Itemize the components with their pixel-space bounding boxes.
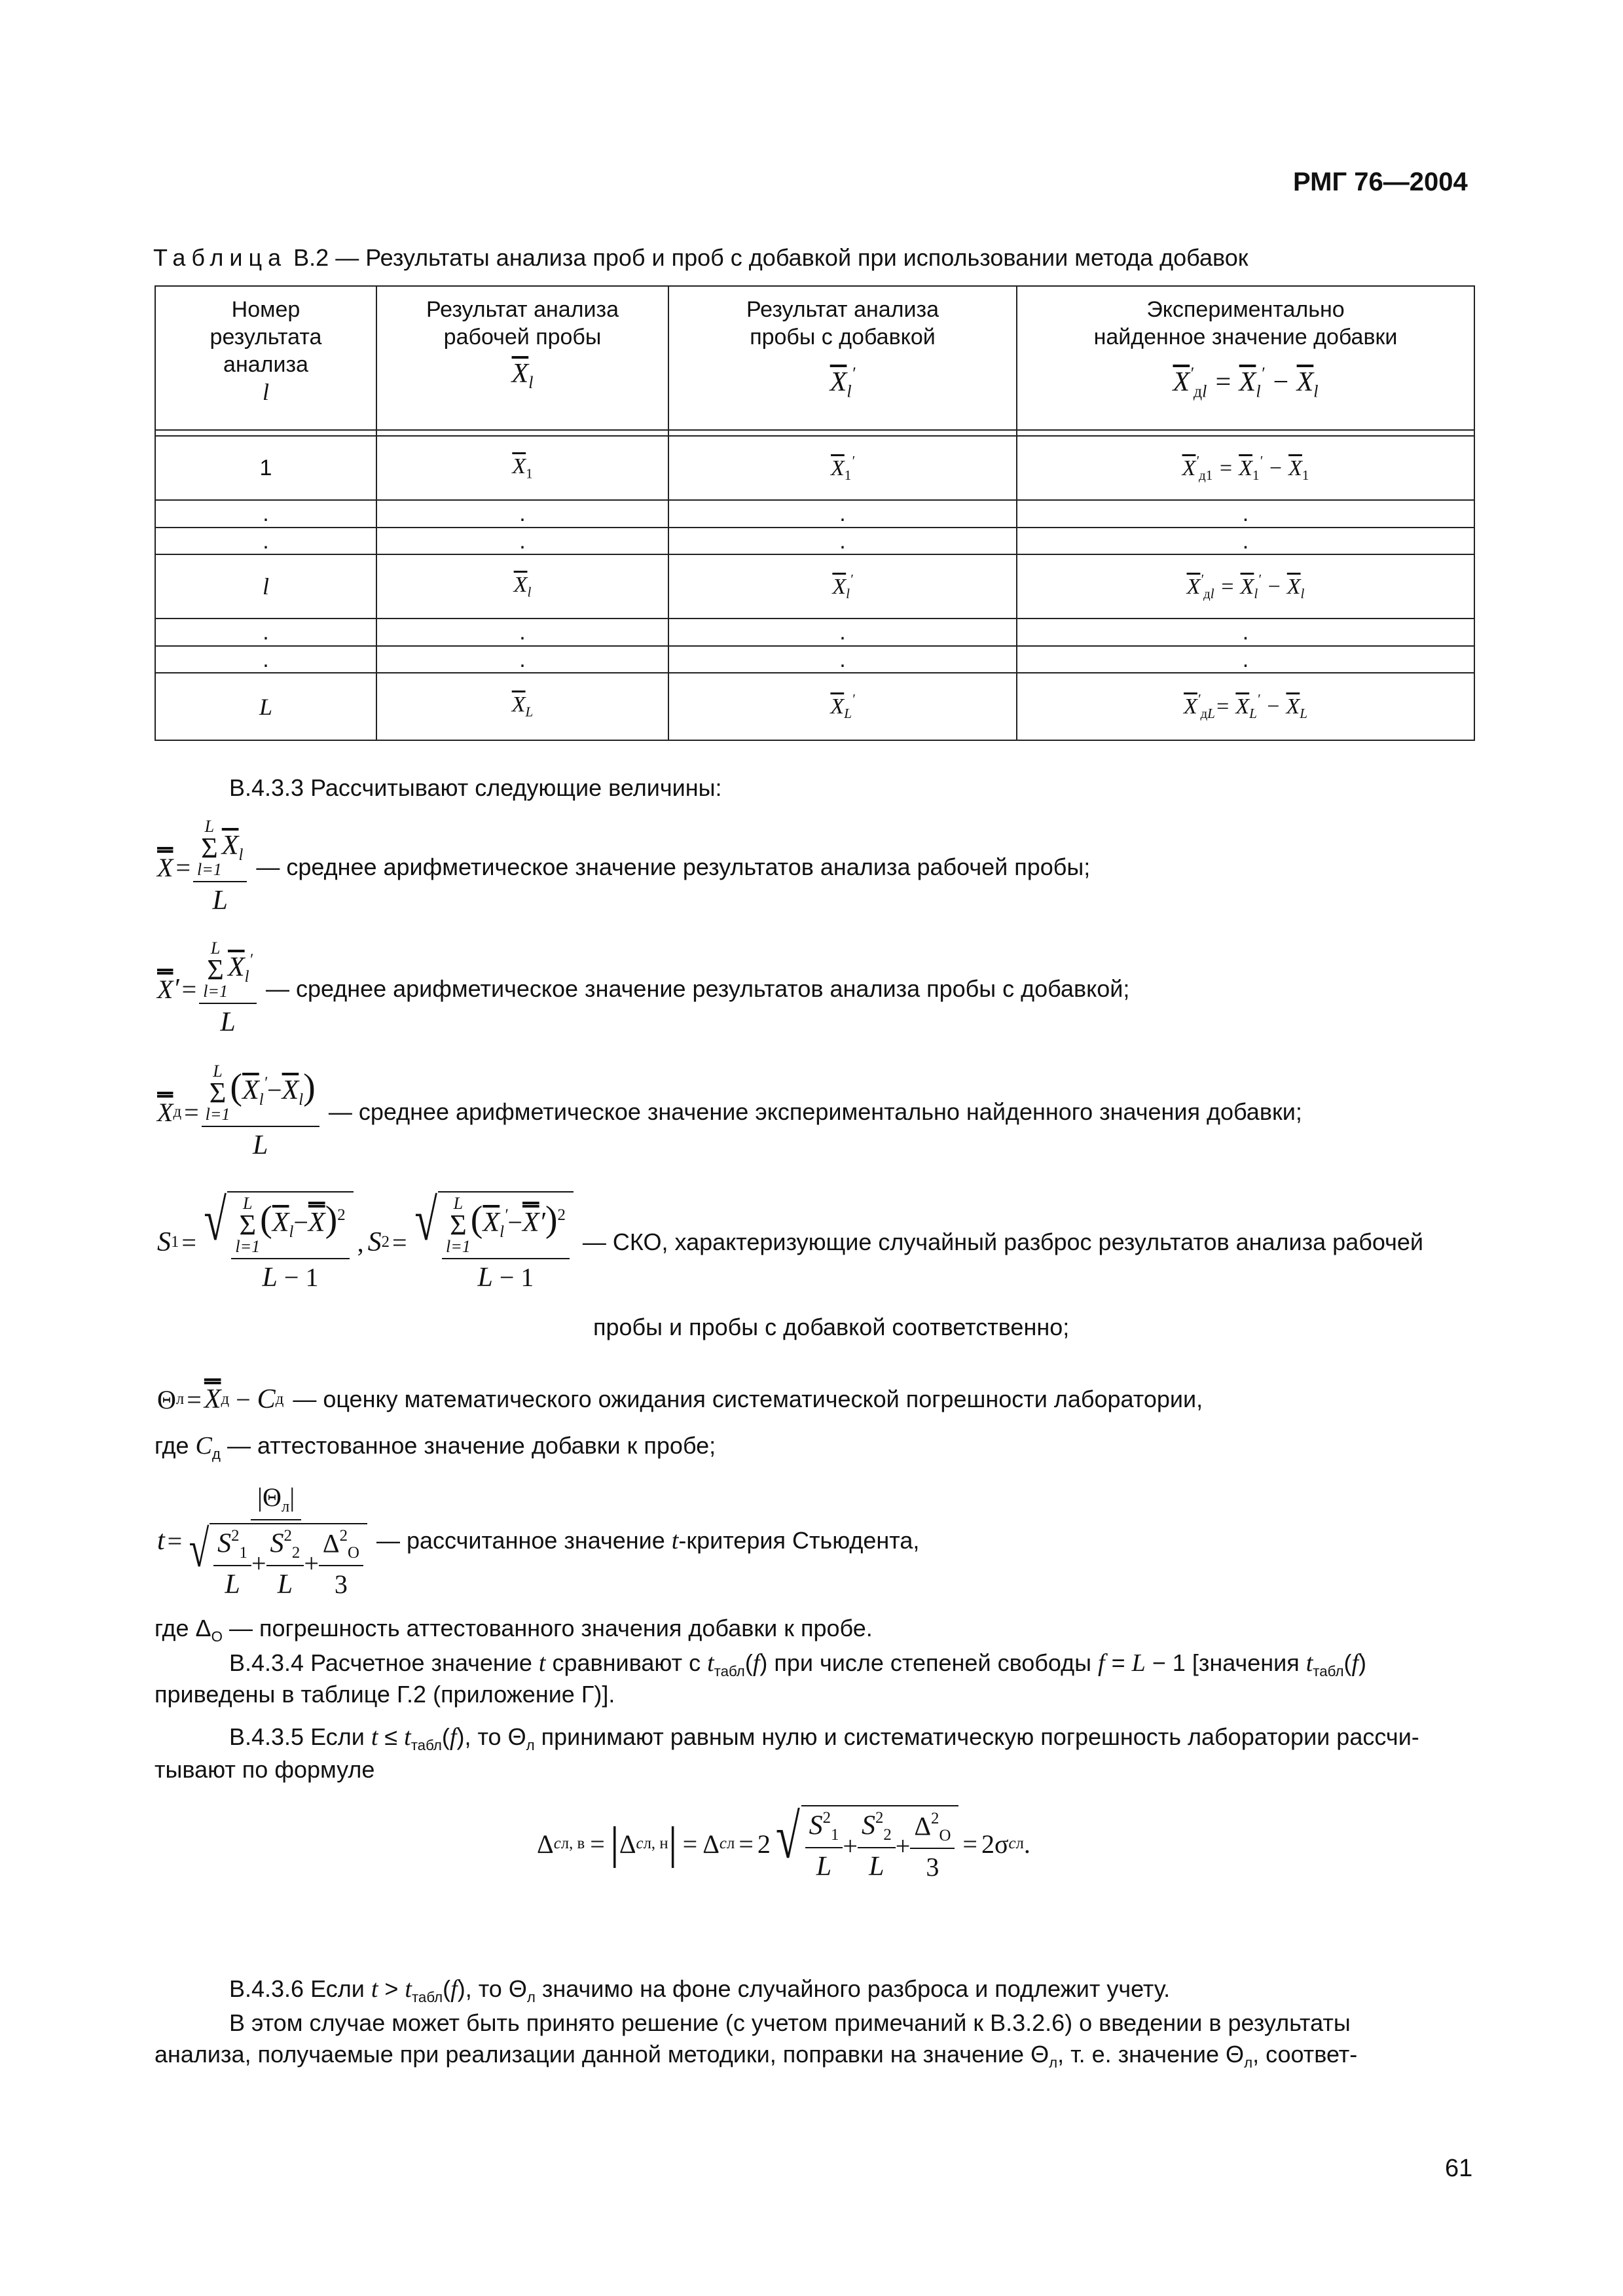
header-result-number [155, 286, 376, 430]
paragraph-b435: В.4.3.5 Если $t \le t_{табл}(f)$, то $\Theta_л$ принимают равным нулю и систематическую погрешность лаборатории рассчи- [229, 1723, 1419, 1753]
row-dot: . [668, 500, 1017, 527]
paragraph-b433: В.4.3.3 Рассчитывают следующие величины: [229, 774, 722, 801]
row-cell: $\overline{X}'_{д1} = \overline{X}_1' - \overline{X}_1$ [1017, 436, 1474, 500]
row-dot: . [376, 528, 668, 554]
row-dot: . [376, 646, 668, 673]
where-cd: где $C_д$ — аттестованное значение добавки к пробе; [155, 1432, 716, 1462]
paragraph-b434: В.4.3.4 Расчетное значение t сравнивают с $t_{табл}(f)$ при числе степеней свободы f = L − 1 [значения $t_{табл}(f)$ [229, 1649, 1367, 1679]
header-col1-line1: Номер [231, 297, 301, 322]
table-row [155, 528, 1474, 554]
header-col4-line2: найденное значение добавки [1093, 325, 1398, 350]
paragraph-last: В этом случае может быть принято решение (с учетом примечаний к В.3.2.6) о введении в результаты [229, 2009, 1351, 2036]
formula-mean-additive-value: X д = L Σ l=1 $(\overline{X}_l'-\overline{X}_l)$ L — среднее арифметическое значение экспериментально найденного значения добавки; [157, 1062, 1302, 1160]
formula-mean-with-additive: X ′ = L Σ l=1 $\overline{X}_l'$ L — среднее арифметическое значение результатов анализа пробы с добавкой; [157, 939, 1130, 1037]
table-row [155, 500, 1474, 527]
header-col2-line2: рабочей пробы [443, 325, 602, 350]
header-col1-line2: результата [210, 325, 322, 350]
where-cd-text: — аттестованное значение добавки к пробе; [220, 1432, 716, 1459]
row-dot: . [1017, 500, 1474, 527]
table-header-row [155, 286, 1474, 430]
row-dot: . [668, 619, 1017, 645]
table-caption [153, 244, 1249, 272]
formula-mean-add-description: — среднее арифметическое значение результатов анализа пробы с добавкой; [265, 975, 1130, 1002]
row-cell: $\overline{X}'_{дL}= \overline{X}_L' - \overline{X}_L$ [1017, 673, 1474, 740]
row-cell: $\overline{X}_1$ [376, 436, 668, 500]
row-cell: $\overline{X}_l$ [376, 554, 668, 619]
row-index: l [155, 554, 376, 619]
header-col1-line3: анализа [223, 352, 308, 377]
where-cd-prefix: где [155, 1432, 196, 1459]
formula-t: t = $|\Theta_л|$ √ $\frac{S^2_1}{L}$ + $\frac{S^2_2}{L}$ + $\frac{\Delta^2_О}{3}$ — рассчитанное значение t-критерия Стьюдента, [157, 1482, 920, 1600]
page-number: 61 [1445, 2155, 1473, 2182]
row-dot: . [1017, 528, 1474, 554]
formula-mean-description: — среднее арифметическое значение результатов анализа рабочей пробы; [256, 853, 1091, 880]
row-dot: . [155, 619, 376, 645]
formula-mean-d-description: — среднее арифметическое значение экспериментально найденного значения добавки; [328, 1098, 1302, 1125]
formula-theta: Θ л = X д − C д — оценку математического ожидания систематической погрешности лаборатории, [157, 1384, 1203, 1414]
formula-s1-root: √ L Σ l=1 $(\overline{X}_l-X)^2$ L − 1 [199, 1191, 354, 1293]
table-caption-prefix: Таблица [153, 244, 287, 271]
table-gap-row [155, 430, 1474, 436]
formula-t-description: — рассчитанное значение t-критерия Стьюдента, [376, 1527, 920, 1555]
row-cell: $\overline{X}_L$ [376, 673, 668, 740]
where-delta-prefix: где [155, 1615, 196, 1641]
formula-sko-description-cont: пробы и пробы с добавкой соответственно; [593, 1314, 1070, 1340]
results-table [155, 285, 1475, 741]
formula-mean: X = L Σ l=1 $\overline{X}_l$ L — среднее арифметическое значение результатов анализа рабочей пробы; [157, 817, 1091, 916]
header-col3-formula: $\overline{X}_l'$ [830, 364, 856, 401]
formula-delta-systematic: Δ с л, в = | Δ с л, н | = Δ с л = 2 √ $\frac{S^2_1}{L}$ + $\frac{S^2_2}{L}$ + $\frac{\Delta^2_О}{3}$ = 2σ с л . [537, 1801, 1030, 1882]
row-dot: . [376, 500, 668, 527]
header-col2-formula: $\overline{X}_l$ [511, 359, 534, 393]
formula-mean-add-fraction: L Σ l=1 $\overline{X}_l'$ L [199, 940, 257, 1038]
header-additive-value [1017, 286, 1474, 430]
header-col3-line1: Результат анализа [746, 297, 939, 322]
paragraph-b434-cont: приведены в таблице Г.2 (приложение Г)]. [155, 1681, 615, 1708]
header-sample-with-additive [668, 286, 1017, 430]
formula-s2-root: √ L Σ l=1 $(\overline{X}_l'-X')^2$ L − 1 [410, 1191, 574, 1293]
row-cell: $\overline{X}_l'$ [668, 554, 1017, 619]
row-cell: $\overline{X}_L'$ [668, 673, 1017, 740]
row-dot: . [155, 528, 376, 554]
paragraph-b435-cont: тывают по формуле [155, 1756, 375, 1783]
row-dot: . [668, 528, 1017, 554]
row-index: 1 [155, 436, 376, 500]
paragraph-last-cont: анализа, получаемые при реализации данной методики, поправки на значение $\Theta_л$, т. е. значение $\Theta_л$, соответ- [155, 2041, 1358, 2071]
formula-t-fraction: $|\Theta_л|$ √ $\frac{S^2_1}{L}$ + $\frac{S^2_2}{L}$ + $\frac{\Delta^2_О}{3}$ [185, 1482, 367, 1600]
table-row [155, 436, 1474, 500]
row-dot: . [155, 500, 376, 527]
row-dot: . [1017, 619, 1474, 645]
header-col4-line1: Экспериментально [1146, 297, 1345, 322]
document-code: РМГ 76—2004 [1293, 168, 1468, 196]
paragraph-b436: В.4.3.6 Если $t > t_{табл}(f)$, то $\Theta_л$ значимо на фоне случайного разброса и подлежит учету. [229, 1975, 1171, 2005]
header-col3-line2: пробы с добавкой [750, 325, 936, 350]
table-row [155, 619, 1474, 645]
row-cell: $\overline{X}'_{дl} = \overline{X}_l' - \overline{X}_l$ [1017, 554, 1474, 619]
table-caption-text: В.2 — Результаты анализа проб и проб с добавкой при использовании метода добавок [287, 244, 1249, 271]
table-row [155, 554, 1474, 619]
row-dot: . [668, 646, 1017, 673]
row-dot: . [1017, 646, 1474, 673]
row-index: L [155, 673, 376, 740]
row-dot: . [155, 646, 376, 673]
row-cell: $\overline{X}_1'$ [668, 436, 1017, 500]
formula-mean-d-fraction: L Σ l=1 $(\overline{X}_l'-\overline{X}_l)$ L [202, 1063, 319, 1161]
header-col4-formula: $\overline{X}'_{дl} = \overline{X}_l' - \overline{X}_l$ [1173, 364, 1319, 401]
table-row [155, 646, 1474, 673]
formula-sko: S 1 = √ L Σ l=1 $(\overline{X}_l-X)^2$ L − 1 , S 2 = √ L Σ l=1 $(\overline{X}_l'-X')^2$ L − 1 — СКО, характеризующие случайный разброс результатов анализа рабочей [157, 1188, 1423, 1293]
formula-theta-description: — оценку математического ожидания систематической погрешности лаборатории, [293, 1386, 1203, 1412]
header-col2-line1: Результат анализа [426, 297, 619, 322]
row-dot: . [376, 619, 668, 645]
header-col1-symbol: l [262, 379, 269, 405]
formula-mean-fraction: L Σ l=1 $\overline{X}_l$ L [193, 818, 247, 916]
table-row [155, 673, 1474, 740]
where-delta-text: — погрешность аттестованного значения добавки к пробе. [222, 1615, 873, 1641]
formula-sko-description: — СКО, характеризующие случайный разброс результатов анализа рабочей [582, 1229, 1423, 1255]
header-working-sample [376, 286, 668, 430]
where-delta: где $\Delta_О$ — погрешность аттестованного значения добавки к пробе. [155, 1615, 873, 1645]
